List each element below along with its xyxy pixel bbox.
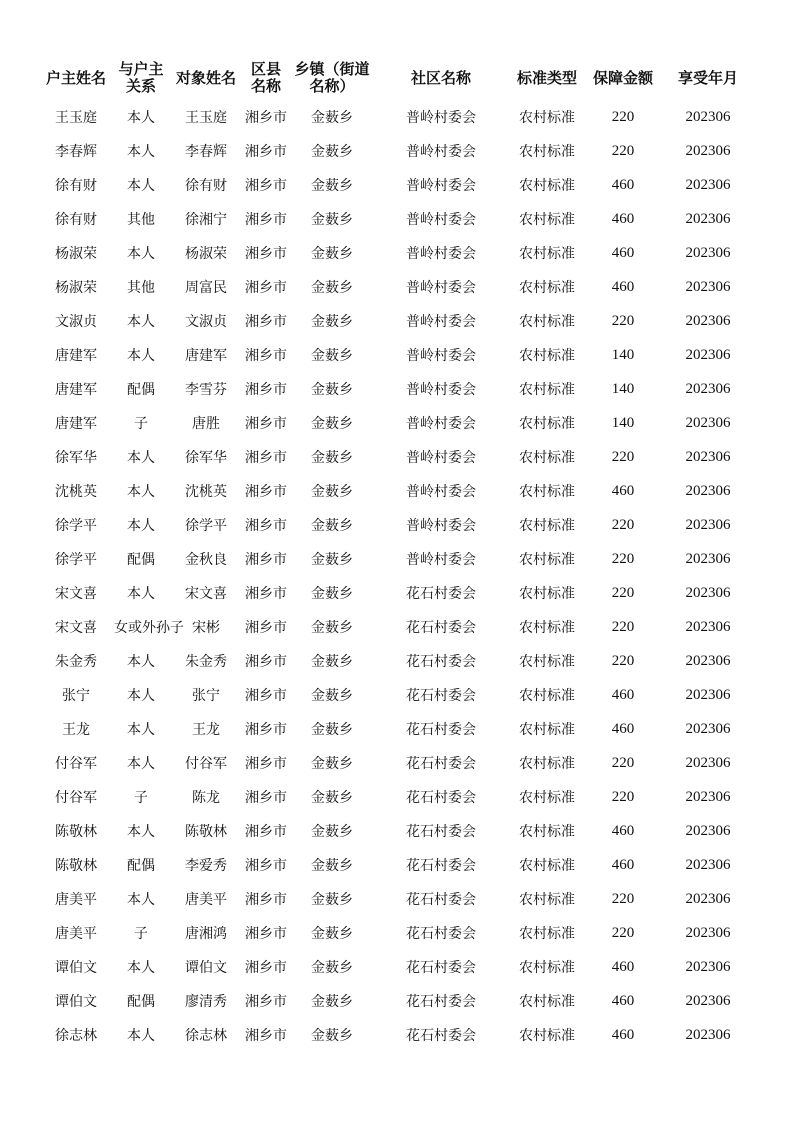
table-row: [38, 542, 758, 576]
period-cell: 202306: [685, 1026, 731, 1043]
period-cell: 202306: [685, 108, 731, 125]
recipient-name-cell: 文淑贞: [185, 314, 227, 330]
relation-cell: 本人: [127, 960, 155, 976]
amount-cell: 220: [611, 108, 635, 125]
householder-name-cell: 文淑贞: [55, 314, 97, 330]
standard-type-cell: 农村标准: [519, 450, 575, 466]
table-row: [38, 780, 758, 814]
table-row: [38, 984, 758, 1018]
table-row: [38, 134, 758, 168]
table-row: [38, 644, 758, 678]
community-cell: 花石村委会: [406, 688, 476, 704]
standard-type-cell: 农村标准: [519, 178, 575, 194]
recipient-name-cell: 李爱秀: [185, 858, 227, 874]
township-cell: 金薮乡: [311, 450, 353, 466]
period-cell: 202306: [685, 788, 731, 805]
standard-type-cell: 农村标准: [519, 280, 575, 296]
relation-cell: 其他: [127, 212, 155, 228]
householder-name-cell: 付谷军: [55, 756, 97, 772]
relation-cell: 子: [134, 790, 148, 806]
township-cell: 金薮乡: [311, 484, 353, 500]
community-cell: 花石村委会: [406, 994, 476, 1010]
recipient-name-cell: 唐建军: [185, 348, 227, 364]
standard-type-cell: 农村标准: [519, 994, 575, 1010]
header-community: 社区名称: [410, 68, 471, 87]
table-row: [38, 1018, 758, 1052]
relation-cell: 本人: [127, 144, 155, 160]
community-cell: 花石村委会: [406, 824, 476, 840]
table-row: [38, 168, 758, 202]
community-cell: 普岭村委会: [406, 280, 476, 296]
table-row: [38, 508, 758, 542]
amount-cell: 460: [611, 244, 635, 261]
header-relation: 与户主关系: [118, 60, 164, 95]
community-cell: 普岭村委会: [406, 484, 476, 500]
community-cell: 普岭村委会: [406, 212, 476, 228]
recipient-name-cell: 王玉庭: [185, 110, 227, 126]
period-cell: 202306: [685, 414, 731, 431]
householder-name-cell: 杨淑荣: [55, 280, 97, 296]
community-cell: 普岭村委会: [406, 110, 476, 126]
period-cell: 202306: [685, 856, 731, 873]
county-cell: 湘乡市: [245, 280, 287, 296]
county-cell: 湘乡市: [245, 518, 287, 534]
period-cell: 202306: [685, 278, 731, 295]
amount-cell: 140: [611, 414, 635, 431]
period-cell: 202306: [685, 550, 731, 567]
recipient-name-cell: 唐胜: [192, 416, 220, 432]
township-cell: 金薮乡: [311, 926, 353, 942]
amount-cell: 460: [611, 720, 635, 737]
householder-name-cell: 王玉庭: [55, 110, 97, 126]
standard-type-cell: 农村标准: [519, 144, 575, 160]
recipient-name-cell: 徐湘宁: [185, 212, 227, 228]
recipient-name-cell: 徐军华: [185, 450, 227, 466]
community-cell: 花石村委会: [406, 620, 476, 636]
recipient-name-cell: 金秋良: [185, 552, 227, 568]
table-row: [38, 950, 758, 984]
recipient-name-cell: 徐有财: [185, 178, 227, 194]
table-row: [38, 576, 758, 610]
relation-cell: 子: [134, 416, 148, 432]
recipient-name-cell: 李春辉: [185, 144, 227, 160]
community-cell: 普岭村委会: [406, 348, 476, 364]
township-cell: 金薮乡: [311, 722, 353, 738]
county-cell: 湘乡市: [245, 246, 287, 262]
township-cell: 金薮乡: [311, 654, 353, 670]
relation-cell: 本人: [127, 518, 155, 534]
community-cell: 花石村委会: [406, 960, 476, 976]
county-cell: 湘乡市: [245, 688, 287, 704]
recipient-name-cell: 宋文喜: [185, 586, 227, 602]
township-cell: 金薮乡: [311, 824, 353, 840]
relation-cell: 本人: [127, 110, 155, 126]
township-cell: 金薮乡: [311, 688, 353, 704]
period-cell: 202306: [685, 210, 731, 227]
period-cell: 202306: [685, 584, 731, 601]
householder-name-cell: 杨淑荣: [55, 246, 97, 262]
householder-name-cell: 朱金秀: [55, 654, 97, 670]
county-cell: 湘乡市: [245, 858, 287, 874]
standard-type-cell: 农村标准: [519, 654, 575, 670]
standard-type-cell: 农村标准: [519, 960, 575, 976]
recipient-name-cell: 朱金秀: [185, 654, 227, 670]
householder-name-cell: 付谷军: [55, 790, 97, 806]
period-cell: 202306: [685, 346, 731, 363]
standard-type-cell: 农村标准: [519, 790, 575, 806]
period-cell: 202306: [685, 142, 731, 159]
township-cell: 金薮乡: [311, 586, 353, 602]
community-cell: 花石村委会: [406, 892, 476, 908]
amount-cell: 460: [611, 482, 635, 499]
county-cell: 湘乡市: [245, 790, 287, 806]
householder-name-cell: 谭伯文: [55, 994, 97, 1010]
relation-cell: 本人: [127, 824, 155, 840]
community-cell: 普岭村委会: [406, 314, 476, 330]
amount-cell: 460: [611, 210, 635, 227]
householder-name-cell: 徐有财: [55, 212, 97, 228]
amount-cell: 220: [611, 516, 635, 533]
township-cell: 金薮乡: [311, 212, 353, 228]
table-row: [38, 338, 758, 372]
period-cell: 202306: [685, 380, 731, 397]
table-row: [38, 882, 758, 916]
township-cell: 金薮乡: [311, 246, 353, 262]
amount-cell: 220: [611, 312, 635, 329]
amount-cell: 220: [611, 550, 635, 567]
township-cell: 金薮乡: [311, 416, 353, 432]
relation-cell: 本人: [127, 722, 155, 738]
header-township: 乡镇（街道名称）: [294, 60, 370, 95]
table-header-row: [38, 56, 758, 100]
relation-cell: 女或外孙子: [114, 620, 184, 636]
header-householder-name: 户主姓名: [45, 68, 106, 87]
amount-cell: 220: [611, 924, 635, 941]
householder-name-cell: 张宁: [62, 688, 90, 704]
amount-cell: 460: [611, 958, 635, 975]
county-cell: 湘乡市: [245, 654, 287, 670]
standard-type-cell: 农村标准: [519, 518, 575, 534]
recipient-name-cell: 杨淑荣: [185, 246, 227, 262]
amount-cell: 220: [611, 618, 635, 635]
township-cell: 金薮乡: [311, 178, 353, 194]
table-row: [38, 712, 758, 746]
period-cell: 202306: [685, 244, 731, 261]
standard-type-cell: 农村标准: [519, 1028, 575, 1044]
relation-cell: 配偶: [127, 994, 155, 1010]
recipient-name-cell: 周富民: [185, 280, 227, 296]
relation-cell: 子: [134, 926, 148, 942]
period-cell: 202306: [685, 958, 731, 975]
amount-cell: 460: [611, 1026, 635, 1043]
community-cell: 花石村委会: [406, 722, 476, 738]
period-cell: 202306: [685, 618, 731, 635]
period-cell: 202306: [685, 822, 731, 839]
table-row: [38, 474, 758, 508]
township-cell: 金薮乡: [311, 790, 353, 806]
recipient-name-cell: 陈敬林: [185, 824, 227, 840]
householder-name-cell: 唐美平: [55, 892, 97, 908]
standard-type-cell: 农村标准: [519, 246, 575, 262]
relation-cell: 本人: [127, 178, 155, 194]
period-cell: 202306: [685, 890, 731, 907]
standard-type-cell: 农村标准: [519, 416, 575, 432]
householder-name-cell: 陈敬林: [55, 824, 97, 840]
standard-type-cell: 农村标准: [519, 314, 575, 330]
relation-cell: 本人: [127, 246, 155, 262]
amount-cell: 460: [611, 686, 635, 703]
amount-cell: 140: [611, 346, 635, 363]
householder-name-cell: 王龙: [62, 722, 90, 738]
header-recipient-name: 对象姓名: [175, 68, 236, 87]
header-amount: 保障金额: [592, 68, 653, 87]
householder-name-cell: 唐建军: [55, 416, 97, 432]
recipient-name-cell: 廖清秀: [185, 994, 227, 1010]
relation-cell: 配偶: [127, 858, 155, 874]
householder-name-cell: 唐建军: [55, 382, 97, 398]
relation-cell: 配偶: [127, 552, 155, 568]
householder-name-cell: 谭伯文: [55, 960, 97, 976]
amount-cell: 460: [611, 278, 635, 295]
community-cell: 普岭村委会: [406, 178, 476, 194]
county-cell: 湘乡市: [245, 416, 287, 432]
recipient-name-cell: 李雪芬: [185, 382, 227, 398]
recipient-name-cell: 唐湘鸿: [185, 926, 227, 942]
township-cell: 金薮乡: [311, 620, 353, 636]
county-cell: 湘乡市: [245, 382, 287, 398]
township-cell: 金薮乡: [311, 382, 353, 398]
standard-type-cell: 农村标准: [519, 722, 575, 738]
standard-type-cell: 农村标准: [519, 756, 575, 772]
table-row: [38, 610, 758, 644]
table-row: [38, 406, 758, 440]
householder-name-cell: 徐军华: [55, 450, 97, 466]
county-cell: 湘乡市: [245, 620, 287, 636]
relation-cell: 本人: [127, 484, 155, 500]
township-cell: 金薮乡: [311, 858, 353, 874]
table-row: [38, 746, 758, 780]
county-cell: 湘乡市: [245, 212, 287, 228]
township-cell: 金薮乡: [311, 518, 353, 534]
relation-cell: 本人: [127, 1028, 155, 1044]
amount-cell: 460: [611, 822, 635, 839]
township-cell: 金薮乡: [311, 756, 353, 772]
period-cell: 202306: [685, 652, 731, 669]
period-cell: 202306: [685, 992, 731, 1009]
relation-cell: 本人: [127, 892, 155, 908]
county-cell: 湘乡市: [245, 892, 287, 908]
period-cell: 202306: [685, 312, 731, 329]
standard-type-cell: 农村标准: [519, 858, 575, 874]
recipient-name-cell: 付谷军: [185, 756, 227, 772]
table-row: [38, 678, 758, 712]
standard-type-cell: 农村标准: [519, 586, 575, 602]
standard-type-cell: 农村标准: [519, 926, 575, 942]
period-cell: 202306: [685, 482, 731, 499]
county-cell: 湘乡市: [245, 348, 287, 364]
community-cell: 普岭村委会: [406, 552, 476, 568]
township-cell: 金薮乡: [311, 552, 353, 568]
period-cell: 202306: [685, 720, 731, 737]
recipient-name-cell: 徐志林: [185, 1028, 227, 1044]
relation-cell: 本人: [127, 654, 155, 670]
community-cell: 普岭村委会: [406, 518, 476, 534]
township-cell: 金薮乡: [311, 1028, 353, 1044]
period-cell: 202306: [685, 176, 731, 193]
table-row: [38, 236, 758, 270]
period-cell: 202306: [685, 754, 731, 771]
table-row: [38, 440, 758, 474]
period-cell: 202306: [685, 516, 731, 533]
standard-type-cell: 农村标准: [519, 892, 575, 908]
county-cell: 湘乡市: [245, 756, 287, 772]
community-cell: 普岭村委会: [406, 382, 476, 398]
township-cell: 金薮乡: [311, 110, 353, 126]
amount-cell: 140: [611, 380, 635, 397]
amount-cell: 220: [611, 448, 635, 465]
community-cell: 花石村委会: [406, 654, 476, 670]
county-cell: 湘乡市: [245, 1028, 287, 1044]
standard-type-cell: 农村标准: [519, 110, 575, 126]
county-cell: 湘乡市: [245, 994, 287, 1010]
community-cell: 花石村委会: [406, 756, 476, 772]
period-cell: 202306: [685, 448, 731, 465]
county-cell: 湘乡市: [245, 178, 287, 194]
standard-type-cell: 农村标准: [519, 484, 575, 500]
table-row: [38, 372, 758, 406]
county-cell: 湘乡市: [245, 926, 287, 942]
relation-cell: 本人: [127, 450, 155, 466]
county-cell: 湘乡市: [245, 144, 287, 160]
table-row: [38, 814, 758, 848]
amount-cell: 220: [611, 142, 635, 159]
county-cell: 湘乡市: [245, 314, 287, 330]
amount-cell: 220: [611, 584, 635, 601]
householder-name-cell: 徐学平: [55, 518, 97, 534]
table-row: [38, 202, 758, 236]
relation-cell: 其他: [127, 280, 155, 296]
table-row: [38, 916, 758, 950]
recipient-name-cell: 宋彬: [192, 620, 220, 636]
relation-cell: 配偶: [127, 382, 155, 398]
county-cell: 湘乡市: [245, 824, 287, 840]
period-cell: 202306: [685, 686, 731, 703]
amount-cell: 460: [611, 856, 635, 873]
householder-name-cell: 沈桃英: [55, 484, 97, 500]
amount-cell: 220: [611, 652, 635, 669]
township-cell: 金薮乡: [311, 144, 353, 160]
township-cell: 金薮乡: [311, 960, 353, 976]
community-cell: 花石村委会: [406, 1028, 476, 1044]
householder-name-cell: 唐建军: [55, 348, 97, 364]
relation-cell: 本人: [127, 586, 155, 602]
recipient-name-cell: 沈桃英: [185, 484, 227, 500]
recipient-name-cell: 王龙: [192, 722, 220, 738]
township-cell: 金薮乡: [311, 314, 353, 330]
community-cell: 花石村委会: [406, 790, 476, 806]
county-cell: 湘乡市: [245, 110, 287, 126]
relation-cell: 本人: [127, 348, 155, 364]
county-cell: 湘乡市: [245, 722, 287, 738]
standard-type-cell: 农村标准: [519, 382, 575, 398]
community-cell: 普岭村委会: [406, 144, 476, 160]
recipient-name-cell: 谭伯文: [185, 960, 227, 976]
header-standard-type: 标准类型: [516, 68, 577, 87]
standard-type-cell: 农村标准: [519, 688, 575, 704]
householder-name-cell: 李春辉: [55, 144, 97, 160]
standard-type-cell: 农村标准: [519, 552, 575, 568]
community-cell: 花石村委会: [406, 926, 476, 942]
relation-cell: 本人: [127, 688, 155, 704]
householder-name-cell: 宋文喜: [55, 620, 97, 636]
amount-cell: 220: [611, 754, 635, 771]
township-cell: 金薮乡: [311, 348, 353, 364]
header-county: 区县名称: [250, 60, 281, 95]
householder-name-cell: 宋文喜: [55, 586, 97, 602]
table-row: [38, 100, 758, 134]
county-cell: 湘乡市: [245, 960, 287, 976]
householder-name-cell: 徐学平: [55, 552, 97, 568]
community-cell: 普岭村委会: [406, 450, 476, 466]
table-row: [38, 848, 758, 882]
householder-name-cell: 唐美平: [55, 926, 97, 942]
township-cell: 金薮乡: [311, 280, 353, 296]
community-cell: 花石村委会: [406, 858, 476, 874]
township-cell: 金薮乡: [311, 994, 353, 1010]
standard-type-cell: 农村标准: [519, 824, 575, 840]
community-cell: 普岭村委会: [406, 246, 476, 262]
standard-type-cell: 农村标准: [519, 348, 575, 364]
assistance-roster-table: [38, 56, 758, 1052]
period-cell: 202306: [685, 924, 731, 941]
header-period: 享受年月: [677, 68, 738, 87]
relation-cell: 本人: [127, 756, 155, 772]
table-row: [38, 304, 758, 338]
county-cell: 湘乡市: [245, 552, 287, 568]
recipient-name-cell: 唐美平: [185, 892, 227, 908]
amount-cell: 460: [611, 992, 635, 1009]
householder-name-cell: 徐志林: [55, 1028, 97, 1044]
standard-type-cell: 农村标准: [519, 212, 575, 228]
county-cell: 湘乡市: [245, 484, 287, 500]
recipient-name-cell: 张宁: [192, 688, 220, 704]
amount-cell: 460: [611, 176, 635, 193]
township-cell: 金薮乡: [311, 892, 353, 908]
community-cell: 花石村委会: [406, 586, 476, 602]
table-row: [38, 270, 758, 304]
recipient-name-cell: 陈龙: [192, 790, 220, 806]
county-cell: 湘乡市: [245, 450, 287, 466]
amount-cell: 220: [611, 788, 635, 805]
amount-cell: 220: [611, 890, 635, 907]
county-cell: 湘乡市: [245, 586, 287, 602]
table-body: [38, 100, 758, 1052]
recipient-name-cell: 徐学平: [185, 518, 227, 534]
community-cell: 普岭村委会: [406, 416, 476, 432]
householder-name-cell: 陈敬林: [55, 858, 97, 874]
relation-cell: 本人: [127, 314, 155, 330]
standard-type-cell: 农村标准: [519, 620, 575, 636]
householder-name-cell: 徐有财: [55, 178, 97, 194]
